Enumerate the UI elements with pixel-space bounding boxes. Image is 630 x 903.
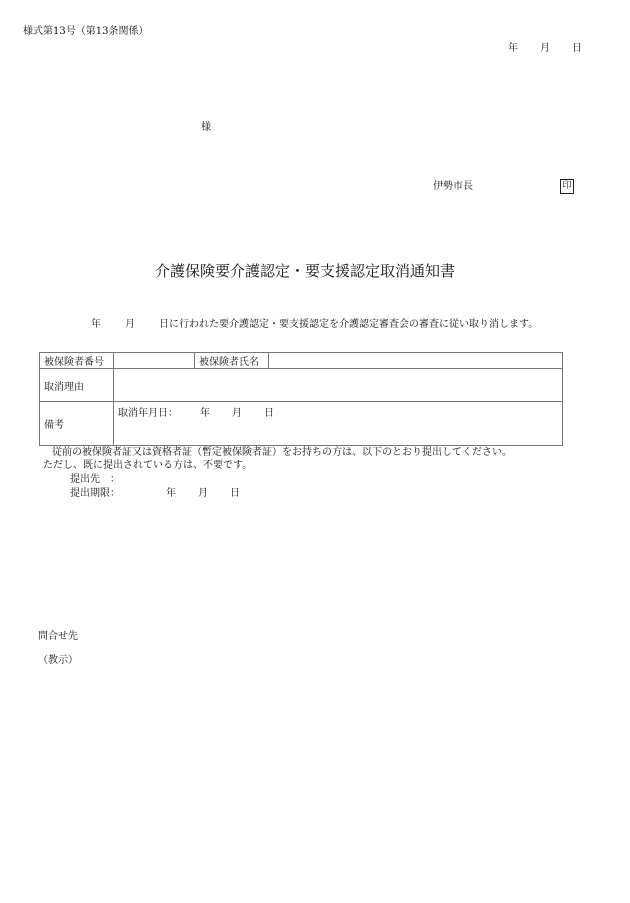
body-text <box>91 320 538 330</box>
notice-line-1: 従前の被保険者証又は資格者証（暫定被保険者証）をお持ちの方は、以下のとおり提出してください。 <box>52 447 512 458</box>
insured-info-table <box>39 352 563 446</box>
cancel-date-month: 月 <box>232 408 242 419</box>
insured-name-value <box>269 353 563 369</box>
form-number: 様式第13号（第13条関係） <box>23 26 149 37</box>
document-title: 介護保険要介護認定・要支援認定取消通知書 <box>154 262 455 280</box>
instruction-label: （教示） <box>38 655 78 666</box>
body-month: 月 <box>125 319 135 330</box>
deadline-month: 月 <box>198 488 208 499</box>
cancel-date-label: 取消年月日： <box>118 408 178 419</box>
notice-line-2: ただし、既に提出されている方は、不要です。 <box>43 460 253 471</box>
insured-name-label: 被保険者氏名 <box>195 353 269 369</box>
seal-mark: 印 <box>560 179 574 194</box>
issue-date-year: 年 <box>508 43 518 54</box>
deadline-row <box>70 489 240 499</box>
cancel-date-day: 日 <box>264 408 274 419</box>
deadline-label: 提出期限： <box>70 488 120 499</box>
issue-date-month: 月 <box>540 43 550 54</box>
cancel-date-year: 年 <box>200 408 210 419</box>
contact-label: 問合せ先 <box>38 631 78 642</box>
cancel-reason-label: 取消理由 <box>40 369 114 402</box>
insured-number-value <box>114 353 195 369</box>
issue-date-day: 日 <box>572 43 582 54</box>
issuer-title: 伊勢市長 <box>433 181 473 192</box>
body-year: 年 <box>91 319 101 330</box>
cancel-date-cell <box>114 402 563 446</box>
cancel-reason-value <box>114 369 563 402</box>
insured-number-label: 被保険者番号 <box>40 353 114 369</box>
addressee-honorific: 様 <box>201 122 211 133</box>
deadline-day: 日 <box>230 488 240 499</box>
deadline-year: 年 <box>166 488 176 499</box>
remarks-label: 備考 <box>40 402 114 446</box>
body-sentence: 日に行われた要介護認定・要支援認定を介護認定審査会の審査に従い取り消します。 <box>159 319 539 330</box>
issue-date <box>508 44 582 54</box>
submit-to-label: 提出先 ： <box>70 474 120 485</box>
